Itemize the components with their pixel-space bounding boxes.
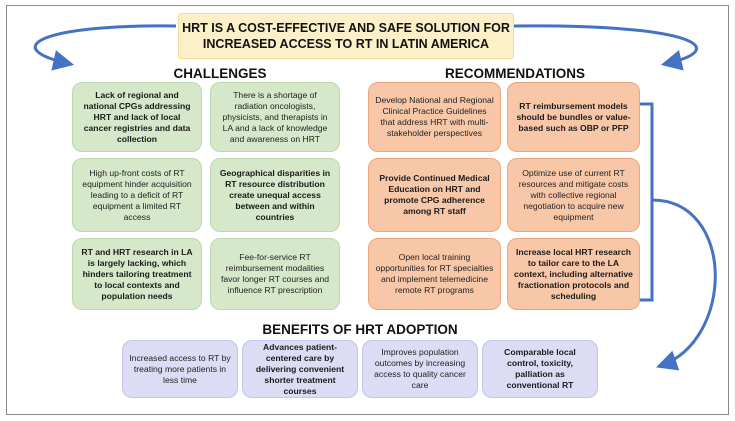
recommendation-text: Open local training opportunities for RT specialties and implement telemedicine remote RT programs [375, 252, 494, 295]
benefit-box-patient-care [242, 340, 358, 398]
benefits-heading: BENEFITS OF HRT ADOPTION [262, 322, 458, 337]
arrow-to-recommendations [514, 26, 697, 64]
challenge-box-cpgs [72, 82, 202, 152]
benefit-text: Comparable local control, toxicity, palliation as conventional RT [504, 347, 576, 390]
challenge-text: There is a shortage of radiation oncologists, physicists, and therapists in LA and a lack of knowledge and awareness on HRT [222, 89, 328, 144]
challenge-text: High up-front costs of RT equipment hinder acquisition leading to a deficit of RT equipment a limited RT access [82, 167, 192, 222]
bracket-to-benefits [640, 104, 715, 366]
recommendation-box-guidelines [368, 82, 501, 152]
challenge-box-workforce [210, 82, 340, 152]
challenges-heading: CHALLENGES [173, 66, 267, 81]
recommendation-text: RT reimbursement models should be bundles or value-based such as OBP or PFP [516, 100, 631, 133]
challenge-text: RT and HRT research in LA is largely lacking, which hinders tailoring treatment to local contexts and population needs [81, 246, 193, 301]
recommendations-heading: RECOMMENDATIONS [445, 66, 585, 81]
challenge-text: Lack of regional and national CPGs addressing HRT and lack of local cancer registries and data collection [83, 89, 191, 144]
recommendation-box-education [368, 158, 501, 232]
recommendation-box-resources [507, 158, 640, 232]
challenge-box-costs [72, 158, 202, 232]
benefit-box-access [122, 340, 238, 398]
arrow-to-challenges [35, 26, 176, 64]
recommendation-box-research [507, 238, 640, 310]
challenge-text: Geographical disparities in RT resource distribution create unequal access between and within countries [219, 167, 331, 222]
recommendation-text: Develop National and Regional Clinical Practice Guidelines that address HRT with multi-stakeholder perspectives [375, 95, 494, 138]
challenge-text: Fee-for-service RT reimbursement modalities favor longer RT courses and influence RT prescription [220, 252, 330, 295]
banner-line-1: HRT IS A COST-EFFECTIVE AND SAFE SOLUTION FOR [182, 21, 510, 35]
benefit-box-outcomes [362, 340, 478, 398]
recommendation-box-reimbursement [507, 82, 640, 152]
benefit-box-control [482, 340, 598, 398]
challenge-box-research [72, 238, 202, 310]
benefit-text: Improves population outcomes by increasing access to quality cancer care [374, 347, 466, 390]
title-banner [178, 13, 514, 59]
recommendation-text: Increase local HRT research to tailor care to the LA context, including alternative fractionation protocols and scheduling [514, 246, 633, 301]
challenge-box-geography [210, 158, 340, 232]
recommendation-text: Provide Continued Medical Education on HRT and promote CPG adherence among RT staff [379, 173, 490, 216]
benefit-text: Advances patient-centered care by delivering convenient shorter treatment courses [255, 341, 345, 396]
benefit-text: Increased access to RT by treating more patients in less time [129, 352, 231, 385]
recommendation-text: Optimize use of current RT resources and mitigate costs with collective regional negotiation to acquire new equipment [518, 167, 629, 222]
banner-line-2: INCREASED ACCESS TO RT IN LATIN AMERICA [202, 37, 490, 51]
recommendation-box-training [368, 238, 501, 310]
challenge-box-reimbursement [210, 238, 340, 310]
